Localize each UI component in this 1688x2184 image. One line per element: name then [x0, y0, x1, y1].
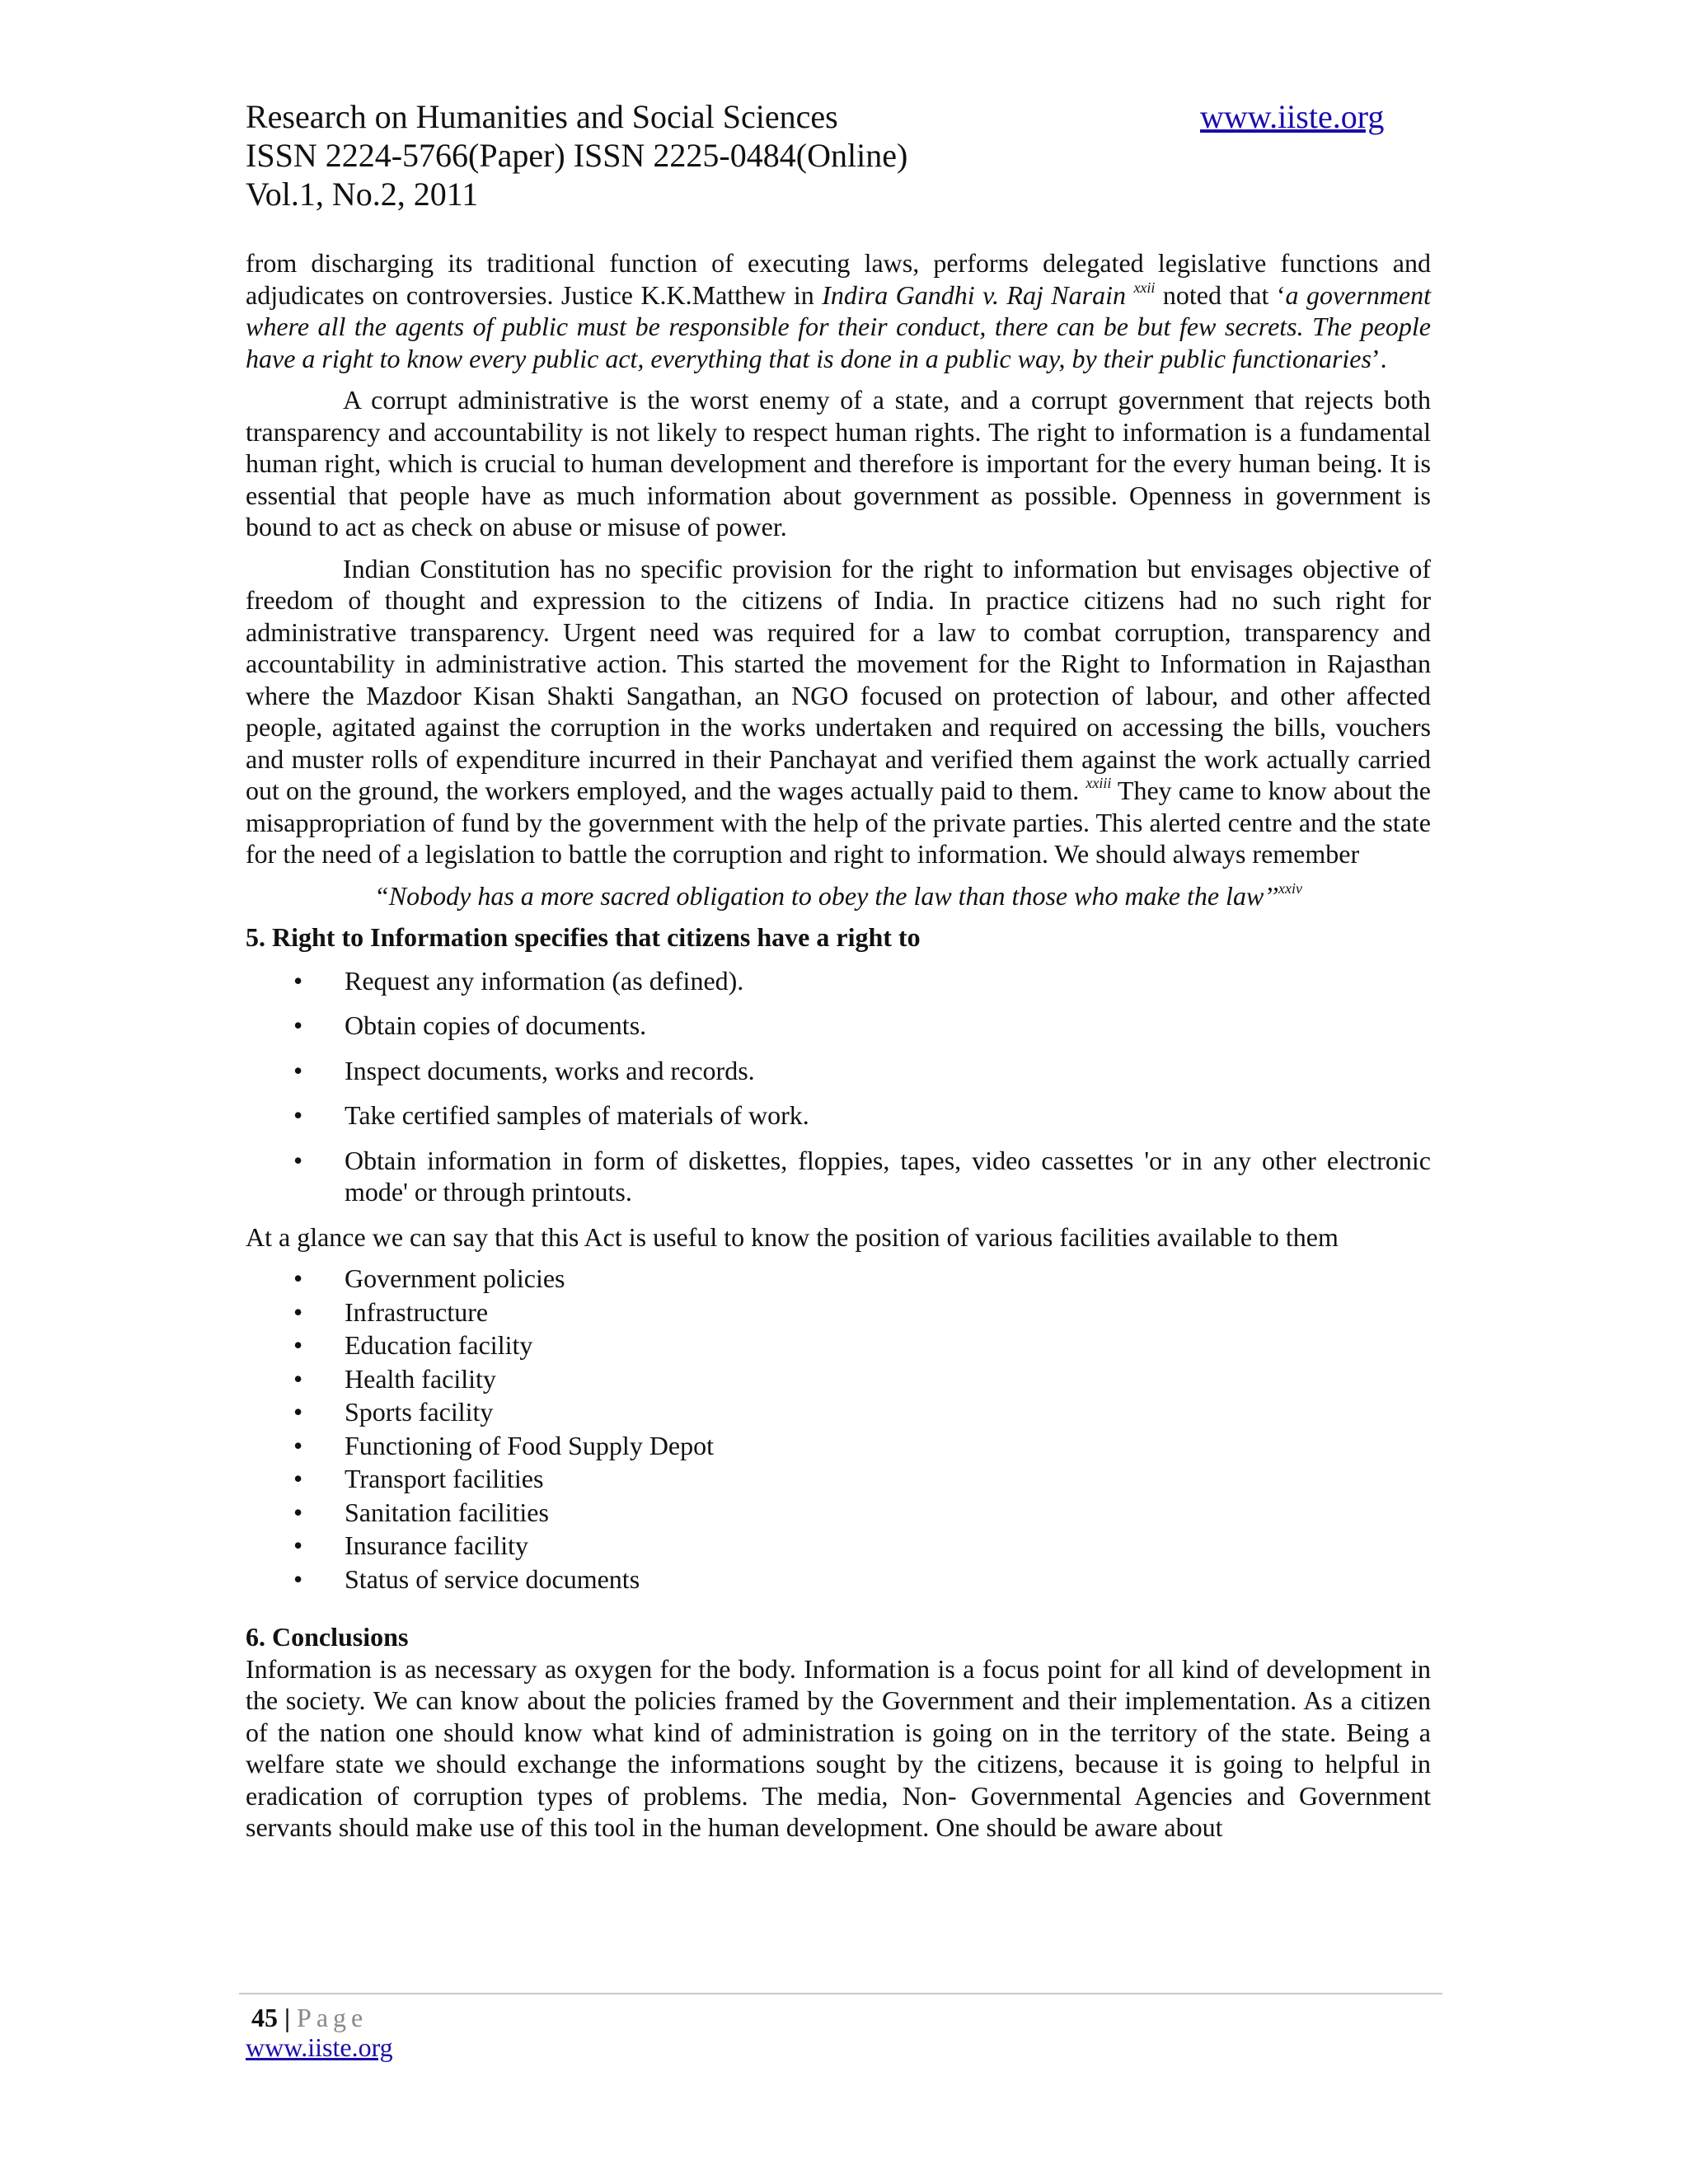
case-name: Indira Gandhi v. Raj Narain	[822, 279, 1126, 310]
article-body	[246, 247, 1431, 1854]
list-item	[246, 1396, 1431, 1428]
journal-title: Research on Humanities and Social Sciences	[246, 98, 838, 135]
list-item-text: Inspect documents, works and records.	[345, 1055, 755, 1085]
page-separator: |	[278, 2003, 298, 2032]
bullet-icon: •	[293, 1430, 303, 1460]
bullet-icon: •	[293, 1055, 303, 1085]
list-item	[246, 965, 1431, 997]
list-item	[246, 1530, 1431, 1562]
list-item	[246, 1430, 1431, 1462]
bullet-icon: •	[293, 1010, 303, 1040]
rights-list	[246, 965, 1431, 1208]
paragraph-1: from discharging its traditional function of executing laws, performs delegated legislative functions and adjudicates on controversies. Justice K.K.Matthew in Indira Gandhi v. Raj Narain $^{xxii}$ noted that ‘a government where all the agents of public must be responsible for their conduct, there can be but few secrets. The people have a right to know every public act, everything that is done in a public way, by their public functionaries’.	[246, 248, 1432, 373]
facilities-list	[246, 1263, 1431, 1595]
list-item-text: Status of service documents	[345, 1563, 640, 1594]
bullet-icon: •	[293, 1296, 303, 1327]
list-item-text: Sports facility	[345, 1397, 494, 1427]
bullet-icon: •	[293, 965, 303, 996]
list-item	[246, 1329, 1431, 1361]
page-number: 45	[251, 2003, 278, 2032]
header-link[interactable]: www.iiste.org	[1200, 98, 1385, 135]
list-item	[246, 1263, 1431, 1295]
running-header	[246, 97, 1400, 213]
bullet-icon: •	[293, 1497, 303, 1527]
list-item-text: Education facility	[345, 1330, 533, 1360]
bullet-icon: •	[293, 1100, 303, 1130]
list-item-text: Insurance facility	[345, 1530, 528, 1560]
list-item	[246, 1010, 1431, 1042]
quoted-text: a government where all the agents of public must be responsible for their conduct, there can be but few secrets. The people have a right to know every public act, everything that is done in a public way, by their public functionaries	[246, 279, 1432, 373]
conclusions-paragraph: Information is as necessary as oxygen for the body. Information is a focus point for all kind of development in the society. We can know about the policies framed by the Government and their implementation. As a citizen of the nation one should know what kind of administration is going on in the territory of the state. Being a welfare state we should exchange the informations sought by the citizens, because it is going to helpful in eradication of corruption types of problems. The media, Non- Governmental Agencies and Government servants should make use of this tool in the human development. One should be aware about	[246, 1653, 1431, 1842]
footer-link[interactable]: www.iiste.org	[246, 2032, 393, 2062]
footnote-ref: xxiii	[1085, 775, 1112, 791]
bullet-icon: •	[293, 1363, 303, 1394]
list-item-text: Health facility	[345, 1363, 496, 1394]
list-item-text: Infrastructure	[345, 1296, 489, 1327]
list-item-text: Obtain information in form of diskettes, floppies, tapes, video cassettes 'or in any other electronic mode' or through printouts.	[345, 1145, 1431, 1207]
bullet-icon: •	[293, 1530, 303, 1560]
bullet-icon: •	[293, 1397, 303, 1427]
bullet-icon: •	[293, 1263, 303, 1293]
list-item	[246, 1497, 1431, 1529]
paragraph-2: A corrupt administrative is the worst enemy of a state, and a corrupt government that rejects both transparency and accountability is not likely to respect human rights. The right to information is a fundamental human right, which is crucial to human development and therefore is important for the every human being. It is essential that people have as much information about government as possible. Openness in government is bound to act as check on abuse or misuse of power.	[246, 385, 1431, 541]
facilities-lead: At a glance we can say that this Act is useful to know the position of various facilities available to them	[246, 1221, 1339, 1252]
list-item	[246, 1363, 1431, 1395]
page-footer	[251, 2001, 368, 2034]
list-item-text: Government policies	[345, 1263, 565, 1293]
bullet-icon: •	[293, 1464, 303, 1493]
list-item-text: Request any information (as defined).	[345, 965, 744, 996]
list-item-text: Sanitation facilities	[345, 1497, 549, 1527]
issn-line: ISSN 2224-5766(Paper) ISSN 2225-0484(Online)	[246, 137, 908, 174]
list-item	[246, 1463, 1431, 1495]
footnote-ref: xxiv	[1278, 879, 1303, 897]
footer-divider	[239, 1993, 1442, 1994]
section-5-heading: 5. Right to Information specifies that citizens have a right to	[246, 922, 921, 952]
list-item	[246, 1563, 1431, 1596]
page-label: Page	[297, 2003, 368, 2032]
list-item-text: Transport facilities	[345, 1464, 544, 1493]
bullet-icon: •	[293, 1563, 303, 1594]
block-quote: “Nobody has a more sacred obligation to obey the law than those who make the law’’$^{xxiv}$	[373, 879, 1303, 911]
section-6-heading: 6. Conclusions	[246, 1622, 409, 1652]
list-item	[246, 1055, 1431, 1087]
list-item	[246, 1145, 1431, 1208]
list-item-text: Obtain copies of documents.	[345, 1010, 647, 1040]
bullet-icon: •	[293, 1330, 303, 1360]
list-item-text: Take certified samples of materials of work.	[345, 1100, 809, 1130]
footnote-ref: xxii	[1133, 279, 1156, 296]
list-item-text: Functioning of Food Supply Depot	[345, 1430, 715, 1460]
list-item	[246, 1296, 1431, 1329]
paragraph-3: Indian Constitution has no specific provision for the right to information but envisages objective of freedom of thought and expression to the citizens of India. In practice citizens had no such right for administrative transparency. Urgent need was required for a law to combat corruption, transparency and accountability in administrative action. This started the movement for the Right to Information in Rajasthan where the Mazdoor Kisan Shakti Sangathan, an NGO focused on protection of labour, and other affected people, agitated against the corruption in the works undertaken and required on accessing the bills, vouchers and muster rolls of expenditure incurred in their Panchayat and verified them against the work actually carried out on the ground, the workers employed, and the wages actually paid to them. $^{xxiii}$ They came to know about the misappropriation of fund by the government with the help of the private parties. This alerted centre and the state for the need of a legislation to battle the corruption and right to information. We should always remember	[246, 553, 1432, 869]
volume-line: Vol.1, No.2, 2011	[246, 176, 479, 213]
bullet-icon: •	[293, 1145, 303, 1175]
list-item	[246, 1099, 1431, 1132]
